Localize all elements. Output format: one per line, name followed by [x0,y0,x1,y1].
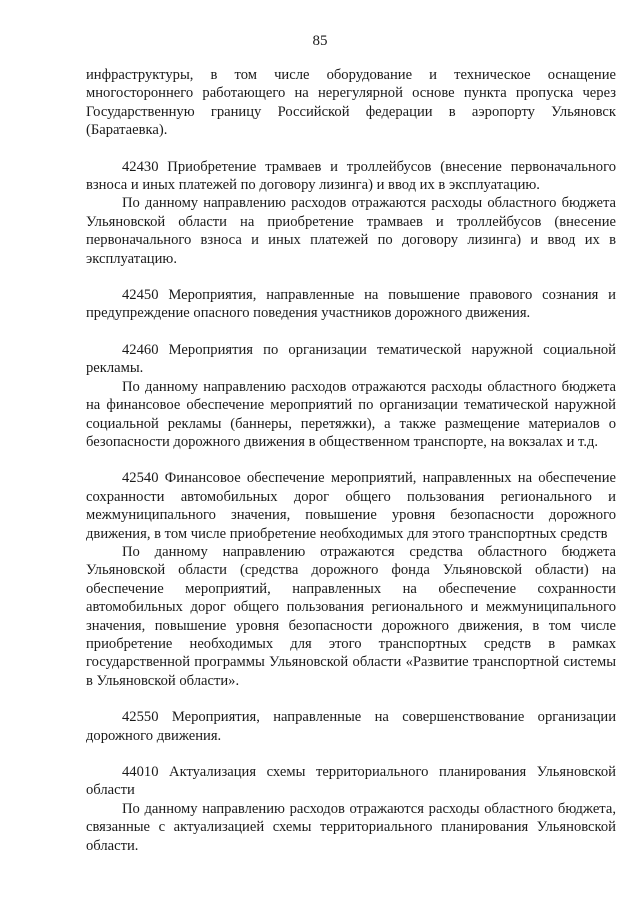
section-42540 [86,469,616,690]
section-heading: 42450 Мероприятия, направленные на повышение правового сознания и предупреждение опасного поведения участников дорожного движения. [86,287,616,322]
continuation-text: инфраструктуры, в том числе оборудование и техническое оснащение многостороннего работающего на нерегулярной основе пункта пропуска через Государственную границу Российской федерации в аэропорту Ульяновск (Баратаевка). [86,67,616,139]
section-heading: 42540 Финансовое обеспечение мероприятий, направленных на обеспечение сохранности автомобильных дорог общего пользования регионального и межмуниципального значения, повышение уровня безопасности дорожного движения, в том числе приобретение необходимых для этого транспортных средств [86,470,616,542]
section-body: По данному направлению отражаются средства областного бюджета Ульяновской области (средства дорожного фонда Ульяновской области) на обеспечение мероприятий, направленных на обеспечение сохранности автомобильных дорог общего пользования регионального и межмуниципального значения, повышение уровня безопасности дорожного движения, в том числе приобретение необходимых для этого транспортных средств в рамках государственной программы Ульяновской области «Развитие транспортной системы в Ульяновской области». [86,543,616,689]
section-heading: 42460 Мероприятия по организации тематической наружной социальной рекламы. [86,341,616,377]
section-42430 [86,158,616,268]
section-heading: 42550 Мероприятия, направленные на совершенствование организации дорожного движения. [86,709,616,744]
section-heading: 44010 Актуализация схемы территориального планирования Ульяновской области [86,764,616,799]
section-heading: 42430 Приобретение трамваев и троллейбусов (внесение первоначального взноса и иных платежей по договору лизинга) и ввод их в эксплуатацию. [86,158,616,194]
section-body: По данному направлению расходов отражаются расходы областного бюджета, связанные с актуализацией схемы территориального планирования Ульяновской области. [86,800,616,854]
section-44010 [86,763,616,855]
section-42550 [86,708,616,745]
continuation-paragraph [86,66,616,140]
page-number: 85 [312,33,328,49]
section-body: По данному направлению расходов отражаются расходы областного бюджета на финансовое обеспечение мероприятий по организации тематической наружной социальной рекламы (баннеры, перетяжки), а также размещение материалов о безопасности дорожного движения в общественном транспорте, на вокзалах и т.д. [86,378,616,450]
document-body [86,66,616,873]
section-body: По данному направлению расходов отражаются расходы областного бюджета Ульяновской области на приобретение трамваев и троллейбусов (внесение первоначального взноса и иных платежей по договору лизинга) и ввод их в эксплуатацию. [86,195,616,267]
section-42460 [86,341,616,451]
section-42450 [86,286,616,323]
